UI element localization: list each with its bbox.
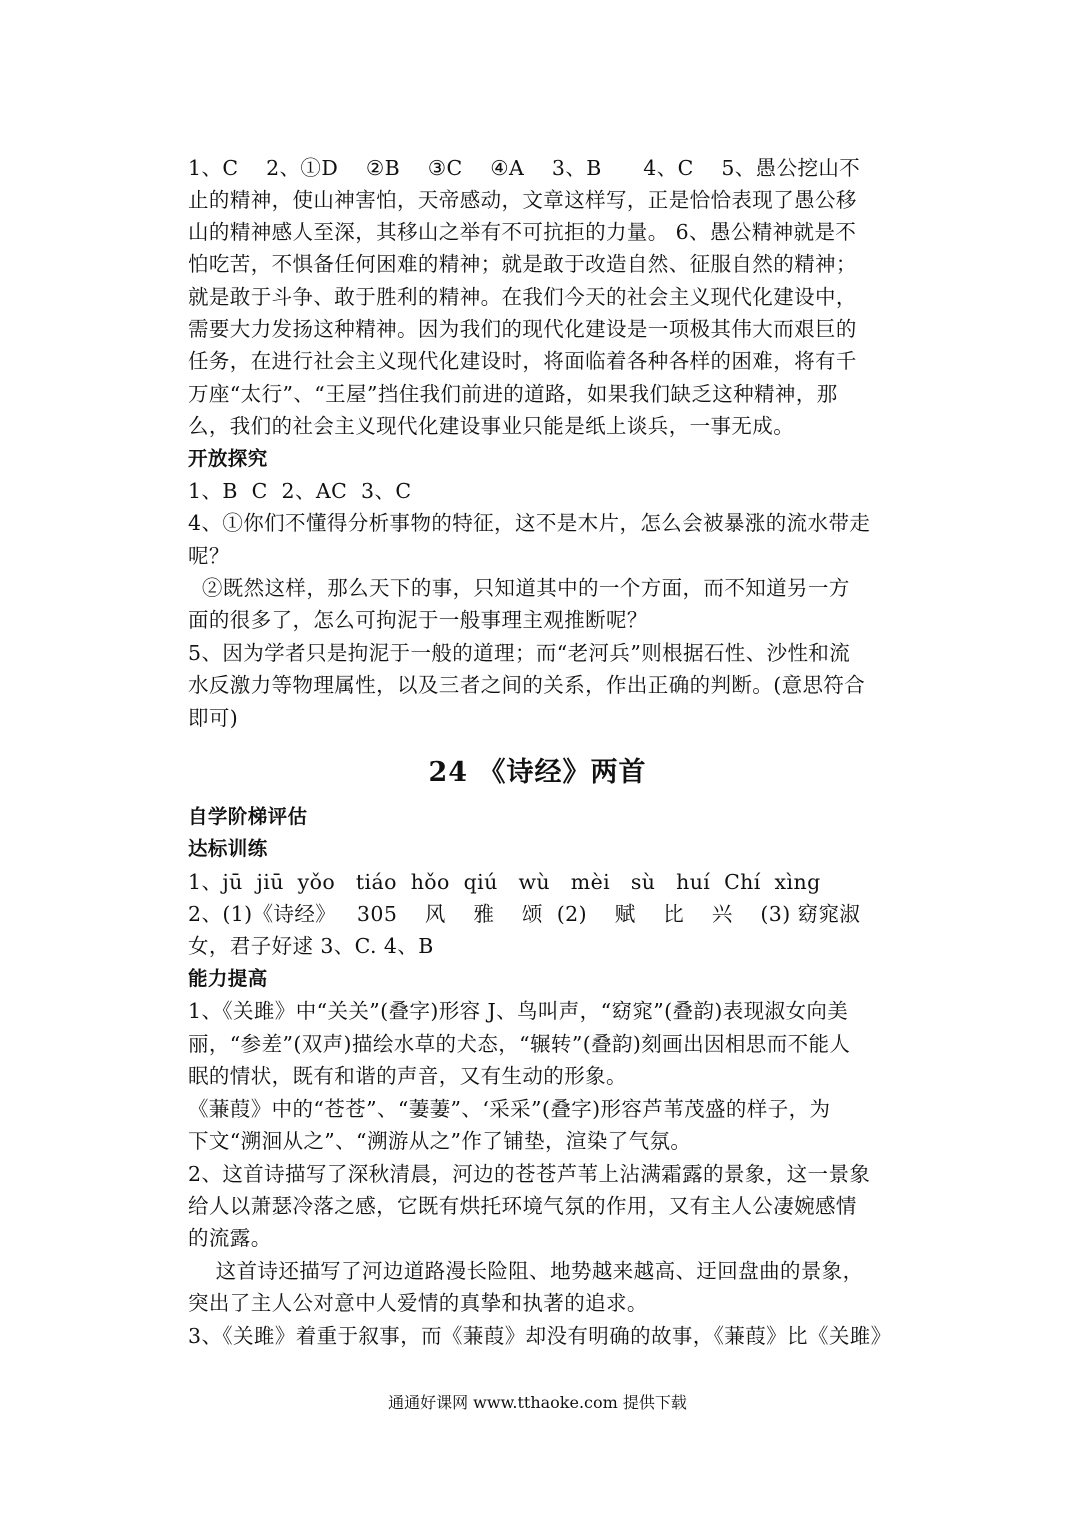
answer-line: 万座“太行”、“王屋”挡住我们前进的道路，如果我们缺乏这种精神，那 xyxy=(188,382,838,406)
answer-line: 止的精神，使山神害怕，天帝感动，文章这样写，正是恰恰表现了愚公移 xyxy=(188,188,857,212)
ability-line: 眠的情状，既有和谐的声音，又有生动的形象。 xyxy=(188,1064,627,1088)
answer-line: 就是敢于斗争、敢于胜利的精神。在我们今天的社会主义现代化建设中， xyxy=(188,285,857,309)
ability-line: 《蒹葭》中的“苍苍”、“萋萋”、‘采采”(叠字)形容芦苇茂盛的样子，为 xyxy=(188,1097,831,1121)
ability-line: 的流露。 xyxy=(188,1226,272,1250)
explore-line: 4、①你们不懂得分析事物的特征，这不是木片，怎么会被暴涨的流水带走 xyxy=(188,511,871,535)
heading-self-study: 自学阶梯评估 xyxy=(188,805,308,828)
explore-line: ②既然这样，那么天下的事，只知道其中的一个方面，而不知道另一方 xyxy=(188,576,850,600)
standard-line: 2、(1)《诗经》 305 风 雅 颂 (2) 赋 比 兴 (3) 窈窕淑 xyxy=(188,902,861,926)
standard-line: 女，君子好逑 3、C. 4、B xyxy=(188,934,434,958)
ability-line: 下文“溯洄从之”、“溯游从之”作了铺垫，渲染了气氛。 xyxy=(188,1129,692,1153)
explore-line: 面的很多了，怎么可拘泥于一般事理主观推断呢？ xyxy=(188,608,648,632)
heading-explore: 开放探究 xyxy=(188,447,268,470)
explore-line: 即可) xyxy=(188,706,239,730)
answer-line: 么，我们的社会主义现代化建设事业只能是纸上谈兵，一事无成。 xyxy=(188,414,795,438)
ability-line: 3、《关雎》着重于叙事，而《蒹葭》却没有明确的故事，《蒹葭》比《关雎》 xyxy=(188,1324,892,1348)
explore-line: 水反激力等物理属性，以及三者之间的关系，作出正确的判断。(意思符合 xyxy=(188,673,866,697)
answer-line: 任务，在进行社会主义现代化建设时，将面临着各种各样的困难，将有千 xyxy=(188,349,857,373)
answer-line: 1、C 2、①D ②B ③C ④A 3、B 4、C 5、愚公挖山不 xyxy=(188,156,861,180)
answer-line: 需要大力发扬这种精神。因为我们的现代化建设是一项极其伟大而艰巨的 xyxy=(188,317,857,341)
ability-line: 给人以萧瑟冷落之感，它既有烘托环境气氛的作用，又有主人公凄婉感情 xyxy=(188,1194,857,1218)
footer-source: 通通好课网 www.tthaoke.com 提供下载 xyxy=(388,1393,687,1412)
ability-line: 突出了主人公对意中人爱情的真挚和执著的追求。 xyxy=(188,1291,648,1315)
explore-line: 5、因为学者只是拘泥于一般的道理；而“老河兵”则根据石性、沙性和流 xyxy=(188,641,851,665)
ability-line: 这首诗还描写了河边道路漫长险阻、地势越来越高、迂回盘曲的景象， xyxy=(188,1259,864,1283)
ability-line: 1、《关雎》中“关关”(叠字)形容 J、鸟叫声，“窈窕”(叠韵)表现淑女向美 xyxy=(188,999,849,1023)
ability-line: 丽，“参差”(双声)描绘水草的犬态，“辗转”(叠韵)刻画出因相思而不能人 xyxy=(188,1032,851,1056)
answer-line: 山的精神感人至深，其移山之举有不可抗拒的力量。 6、愚公精神就是不 xyxy=(188,220,857,244)
answer-line: 怕吃苦，不惧备任何困难的精神；就是敢于改造自然、征服自然的精神； xyxy=(188,252,857,276)
pinyin-line: 1、jū jiū yǒo tiáo hǒo qiú wù mèi sù huí Chí xìng xyxy=(188,870,821,894)
heading-ability: 能力提高 xyxy=(188,967,268,990)
explore-line: 1、B C 2、AC 3、C xyxy=(188,479,412,503)
lesson-title: 24 《诗经》两首 xyxy=(428,757,647,788)
explore-line: 呢？ xyxy=(188,544,230,568)
heading-standard: 达标训练 xyxy=(188,837,268,860)
ability-line: 2、这首诗描写了深秋清晨，河边的苍苍芦苇上沾满霜露的景象，这一景象 xyxy=(188,1162,871,1186)
